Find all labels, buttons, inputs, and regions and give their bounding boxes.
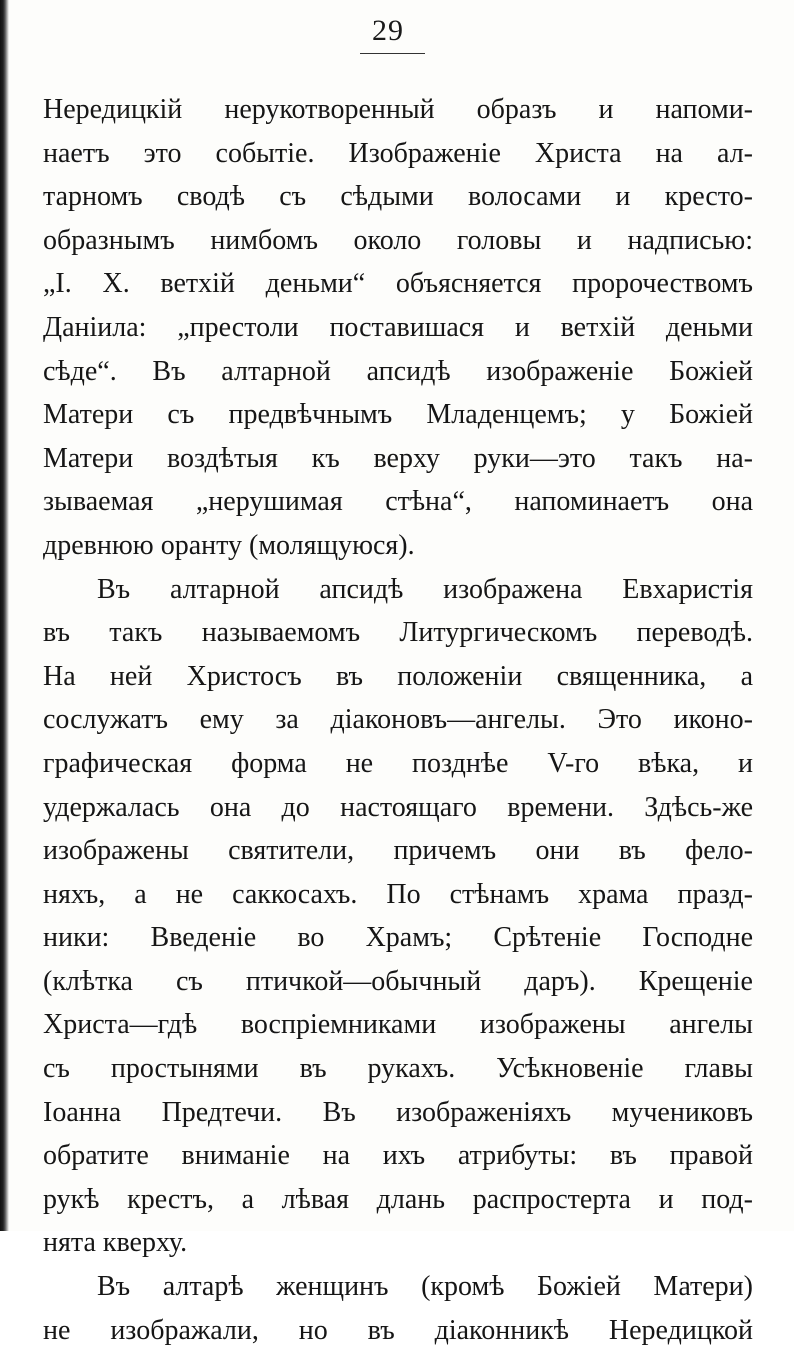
text-line: удержалась она до настоящаго времени. Здѣсь-же xyxy=(43,791,753,823)
text-line: Нередицкій нерукотворенный образъ и напоми- xyxy=(43,94,753,125)
text-line: изображены святители, причемъ они въ фело- xyxy=(43,835,753,867)
text-line: „І. Х. ветхій деньми“ объясняется пророчествомъ xyxy=(43,268,753,300)
text-line: сослужатъ ему за діаконовъ—ангелы. Это иконо- xyxy=(43,704,753,736)
text-line: Іоанна Предтечи. Въ изображеніяхъ мучениковъ xyxy=(43,1096,753,1128)
paragraph-end-line: нята кверху. xyxy=(43,1227,188,1259)
text-line: образнымъ нимбомъ около головы и надписью: xyxy=(43,224,753,256)
text-line: зываемая „нерушимая стѣна“, напоминаетъ она xyxy=(43,486,753,518)
page-number: 29 xyxy=(372,14,404,47)
text-line: ники: Введеніе во Храмъ; Срѣтеніе Господне xyxy=(43,922,753,954)
text-line: съ простынями въ рукахъ. Усѣкновеніе главы xyxy=(43,1053,753,1085)
paragraph-start-line: Въ алтарѣ женщинъ (кромѣ Божіей Матери) xyxy=(97,1271,753,1303)
text-line: не изображали, но въ діаконникѣ Нередицкой xyxy=(43,1314,753,1346)
paragraph-start-line: Въ алтарной апсидѣ изображена Евхаристія xyxy=(97,573,753,605)
text-line: обратите вниманіе на ихъ атрибуты: въ правой xyxy=(43,1140,753,1172)
text-line: На ней Христосъ въ положеніи священника, а xyxy=(43,660,753,692)
paragraph-end-line: древнюю оранту (молящуюся). xyxy=(43,529,415,561)
text-line: Христа—гдѣ воспріемниками изображены ангелы xyxy=(43,1009,753,1041)
text-line: (клѣтка съ птичкой—обычный даръ). Крещеніе xyxy=(43,965,753,997)
text-line: наетъ это событіе. Изображеніе Христа на ал- xyxy=(43,137,753,169)
page-binding-edge xyxy=(0,0,9,1231)
body-text xyxy=(43,88,753,1352)
text-line: въ такъ называемомъ Литургическомъ переводѣ. xyxy=(43,617,753,649)
text-line: сѣде“. Въ алтарной апсидѣ изображеніе Божіей xyxy=(43,355,753,387)
page-number-underline xyxy=(360,53,425,54)
text-line: няхъ, а не саккосахъ. По стѣнамъ храма празд- xyxy=(43,878,753,910)
text-line: тарномъ сводѣ съ сѣдыми волосами и кресто- xyxy=(43,181,753,213)
text-line: Матери воздѣтыя къ верху руки—это такъ на- xyxy=(43,442,753,474)
text-line: Даніила: „престоли поставишася и ветхій деньми xyxy=(43,311,753,343)
text-line: графическая форма не позднѣе V-го вѣка, и xyxy=(43,747,753,779)
text-line: Матери съ предвѣчнымъ Младенцемъ; у Божіей xyxy=(43,399,753,431)
text-line: рукѣ крестъ, а лѣвая длань распростерта и под- xyxy=(43,1183,753,1215)
